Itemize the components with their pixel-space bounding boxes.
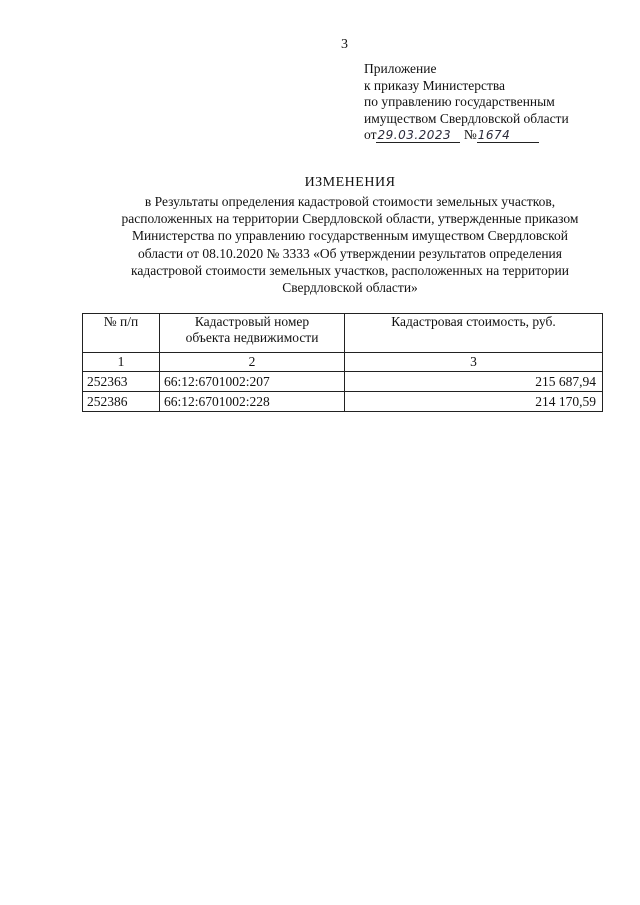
cadastral-value-cell: 215 687,94 [345,372,603,392]
header-cadastral-line1: Кадастровый номер [194,314,310,329]
appendix-line: Приложение [364,61,437,76]
number-sign: № [463,127,477,143]
appendix-block [364,61,569,144]
header-cadastral-line2: объекта недвижимости [185,330,319,345]
order-date-number-line [364,127,569,144]
table-header-row [83,314,603,353]
appendix-line: по управлению государственным [364,94,555,110]
column-number-cell: 3 [345,353,603,372]
from-prefix: от [364,127,377,143]
appendix-line: имуществом Свердловской области [364,110,569,126]
document-subtitle [80,193,620,296]
row-number-cell: 252386 [83,392,160,412]
document-heading: ИЗМЕНЕНИЯ [304,175,396,190]
table-row [83,392,603,412]
changes-table [82,313,603,412]
page-number: 3 [341,37,348,52]
row-number-cell: 252363 [83,372,160,392]
cadastral-number-cell: 66:12:6701002:228 [160,392,345,412]
column-number-cell: 2 [160,353,345,372]
table-row [83,372,603,392]
subtitle-line: Министерства по управлению государственным имуществом Свердловской [131,228,569,244]
appendix-line: к приказу Министерства [364,77,506,93]
handwritten-order-date: 29.03.2023 [376,129,460,143]
subtitle-line: Свердловской области» [282,280,418,296]
handwritten-order-number: 1674 [477,129,539,143]
subtitle-line: области от 08.10.2020 № 3333 «Об утверждении результатов определения [138,245,562,261]
cadastral-number-cell: 66:12:6701002:207 [160,372,345,392]
column-number-cell: 1 [83,353,160,372]
header-cell-cadastral-number [160,314,345,353]
subtitle-line: кадастровой стоимости земельных участков, расположенных на территории [131,262,569,278]
subtitle-line: расположенных на территории Свердловской области, утвержденные приказом [121,211,579,227]
cadastral-value-cell: 214 170,59 [345,392,603,412]
header-cell-number: № п/п [83,314,160,353]
column-number-row [83,353,603,372]
header-cell-cadastral-value: Кадастровая стоимость, руб. [345,314,603,353]
subtitle-line: в Результаты определения кадастровой стоимости земельных участков, [144,194,556,209]
